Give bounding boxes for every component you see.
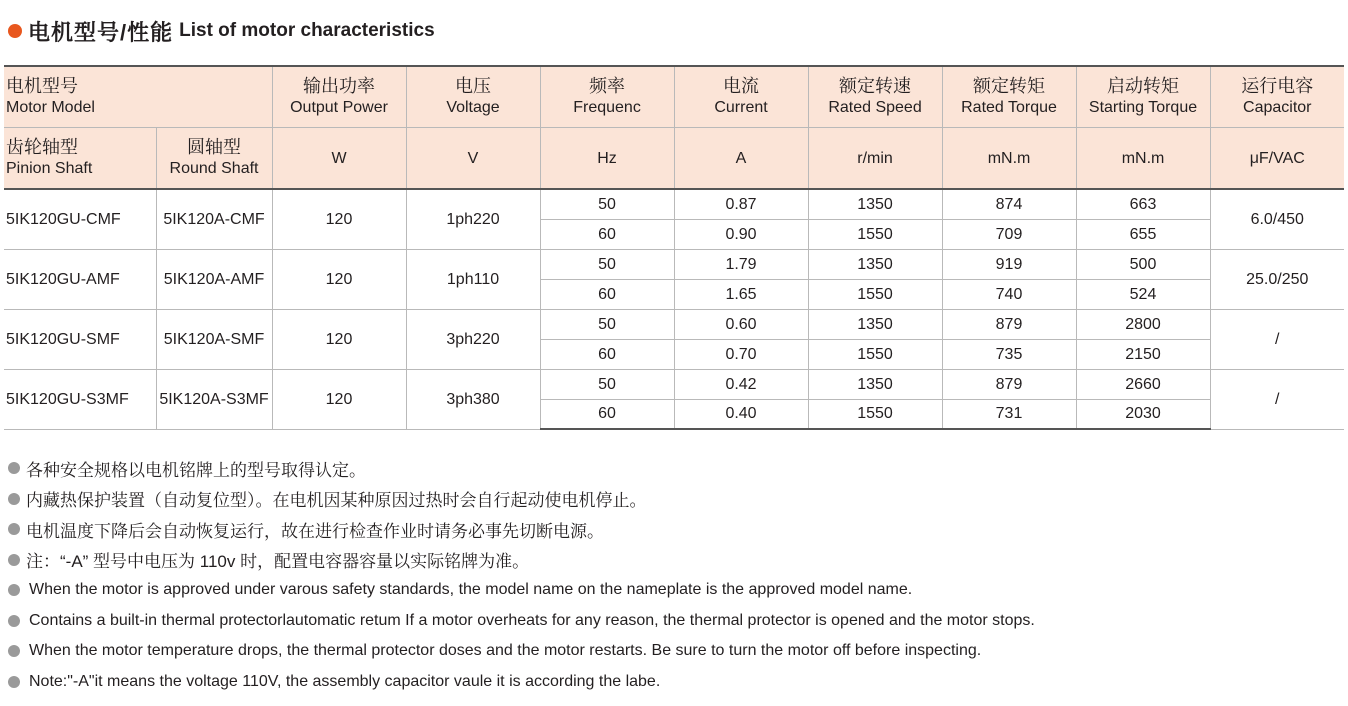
pinion-model: 5IK120GU-AMF — [4, 249, 156, 309]
rated-speed: 1350 — [808, 369, 942, 399]
bullet-icon — [8, 676, 20, 688]
bullet-icon — [8, 645, 20, 657]
unit-rated-speed: r/min — [808, 128, 942, 190]
bullet-icon — [8, 493, 20, 505]
note-item — [8, 606, 1338, 637]
frequency: 60 — [540, 339, 674, 369]
rated-torque: 709 — [942, 219, 1076, 249]
header-cn: 电压 — [455, 76, 492, 96]
header-en: Capacitor — [1243, 99, 1312, 116]
header-voltage — [406, 66, 540, 128]
unit-rated-torque: mN.m — [942, 128, 1076, 190]
rated-speed: 1550 — [808, 339, 942, 369]
note-text: Note:"-A"it means the voltage 110V, the assembly capacitor vaule it is according the labe. — [29, 672, 661, 690]
header-en: Output Power — [290, 99, 388, 116]
current: 0.60 — [674, 309, 808, 339]
note-text: Contains a built-in thermal protectorlautomatic retum If a motor overheats for any reason, the thermal protector is opened and the motor stops. — [29, 611, 1035, 629]
rated-speed: 1350 — [808, 249, 942, 279]
header-round-shaft-cn: 圆轴型 — [187, 137, 241, 157]
header-motor-model — [4, 66, 272, 128]
header-cn: 输出功率 — [303, 76, 376, 96]
note-item — [8, 453, 1338, 484]
header-en: Rated Torque — [961, 99, 1057, 116]
unit-starting-torque: mN.m — [1076, 128, 1210, 190]
frequency: 60 — [540, 399, 674, 429]
rated-torque: 879 — [942, 369, 1076, 399]
current: 1.79 — [674, 249, 808, 279]
header-pinion-shaft-cn: 齿轮轴型 — [6, 137, 78, 157]
starting-torque: 663 — [1076, 189, 1210, 219]
bullet-icon — [8, 584, 20, 596]
bullet-icon — [8, 554, 20, 566]
pinion-model: 5IK120GU-SMF — [4, 309, 156, 369]
rated-torque: 879 — [942, 309, 1076, 339]
round-model: 5IK120A-AMF — [156, 249, 272, 309]
note-text: 各种安全规格以电机铭牌上的型号取得认定。 — [26, 460, 366, 480]
capacitor: / — [1210, 369, 1344, 429]
title-en: List of motor characteristics — [179, 20, 435, 41]
header-en: Starting Torque — [1088, 99, 1198, 116]
title-cn: 电机型号/性能 — [28, 19, 174, 45]
header-pinion-shaft-en: Pinion Shaft — [6, 160, 93, 177]
note-text: When the motor temperature drops, the thermal protector doses and the motor restarts. Be sure to turn the motor off before inspecting. — [29, 642, 982, 660]
note-text: 注：“-A” 型号中电压为 110v 时，配置电容器容量以实际铭牌为准。 — [26, 552, 530, 572]
output-power: 120 — [272, 189, 406, 249]
note-item — [8, 636, 1338, 667]
unit-frequency: Hz — [540, 128, 674, 190]
frequency: 60 — [540, 219, 674, 249]
header-round-shaft — [156, 128, 272, 190]
output-power: 120 — [272, 249, 406, 309]
table-row — [4, 249, 1344, 279]
header-cn: 额定转矩 — [973, 76, 1046, 96]
bullet-icon — [8, 615, 20, 627]
header-en: Frequenc — [573, 99, 641, 116]
voltage: 1ph220 — [406, 189, 540, 249]
orange-dot-icon — [8, 24, 22, 38]
rated-torque: 874 — [942, 189, 1076, 219]
starting-torque: 2150 — [1076, 339, 1210, 369]
current: 0.87 — [674, 189, 808, 219]
header-round-shaft-en: Round Shaft — [169, 160, 259, 177]
current: 0.70 — [674, 339, 808, 369]
header-rated-torque — [942, 66, 1076, 128]
header-output-power — [272, 66, 406, 128]
unit-output-power: W — [272, 128, 406, 190]
note-text: 电机温度下降后会自动恢复运行，故在进行检查作业时请务必事先切断电源。 — [26, 521, 604, 541]
header-en: Voltage — [446, 99, 500, 116]
notes-list — [8, 453, 1338, 697]
header-motor-model-cn: 电机型号 — [6, 76, 78, 96]
section-title — [8, 14, 435, 48]
round-model: 5IK120A-S3MF — [156, 369, 272, 429]
capacitor: 6.0/450 — [1210, 189, 1344, 249]
note-item — [8, 514, 1338, 545]
bullet-icon — [8, 523, 20, 535]
unit-capacitor: μF/VAC — [1210, 128, 1344, 190]
rated-speed: 1350 — [808, 309, 942, 339]
round-model: 5IK120A-CMF — [156, 189, 272, 249]
unit-current: A — [674, 128, 808, 190]
table-row — [4, 369, 1344, 399]
header-capacitor — [1210, 66, 1344, 128]
header-cn: 额定转速 — [839, 76, 912, 96]
starting-torque: 2030 — [1076, 399, 1210, 429]
frequency: 50 — [540, 249, 674, 279]
frequency: 60 — [540, 279, 674, 309]
header-motor-model-en: Motor Model — [6, 99, 95, 116]
header-en: Rated Speed — [828, 99, 922, 116]
frequency: 50 — [540, 369, 674, 399]
starting-torque: 2660 — [1076, 369, 1210, 399]
header-cn: 启动转矩 — [1107, 76, 1180, 96]
rated-speed: 1550 — [808, 279, 942, 309]
header-en: Current — [714, 99, 768, 116]
voltage: 1ph110 — [406, 249, 540, 309]
header-cn: 运行电容 — [1241, 76, 1314, 96]
round-model: 5IK120A-SMF — [156, 309, 272, 369]
header-frequency — [540, 66, 674, 128]
header-starting-torque — [1076, 66, 1210, 128]
rated-torque: 919 — [942, 249, 1076, 279]
rated-speed: 1550 — [808, 219, 942, 249]
note-item — [8, 545, 1338, 576]
starting-torque: 655 — [1076, 219, 1210, 249]
pinion-model: 5IK120GU-CMF — [4, 189, 156, 249]
rated-speed: 1550 — [808, 399, 942, 429]
capacitor: 25.0/250 — [1210, 249, 1344, 309]
voltage: 3ph380 — [406, 369, 540, 429]
current: 0.42 — [674, 369, 808, 399]
header-pinion-shaft — [4, 128, 156, 190]
motor-characteristics-table — [4, 65, 1344, 430]
frequency: 50 — [540, 189, 674, 219]
pinion-model: 5IK120GU-S3MF — [4, 369, 156, 429]
starting-torque: 2800 — [1076, 309, 1210, 339]
frequency: 50 — [540, 309, 674, 339]
current: 0.40 — [674, 399, 808, 429]
header-current — [674, 66, 808, 128]
table-row — [4, 189, 1344, 219]
rated-torque: 740 — [942, 279, 1076, 309]
note-item — [8, 667, 1338, 698]
header-rated-speed — [808, 66, 942, 128]
note-text: 内藏热保护装置（自动复位型）。在电机因某种原因过热时会自行起动使电机停止。 — [26, 491, 647, 511]
rated-torque: 731 — [942, 399, 1076, 429]
voltage: 3ph220 — [406, 309, 540, 369]
note-item — [8, 575, 1338, 606]
note-item — [8, 484, 1338, 515]
rated-speed: 1350 — [808, 189, 942, 219]
header-cn: 频率 — [589, 76, 626, 96]
output-power: 120 — [272, 369, 406, 429]
unit-voltage: V — [406, 128, 540, 190]
header-cn: 电流 — [723, 76, 760, 96]
current: 0.90 — [674, 219, 808, 249]
capacitor: / — [1210, 309, 1344, 369]
starting-torque: 500 — [1076, 249, 1210, 279]
rated-torque: 735 — [942, 339, 1076, 369]
bullet-icon — [8, 462, 20, 474]
table-row — [4, 309, 1344, 339]
starting-torque: 524 — [1076, 279, 1210, 309]
current: 1.65 — [674, 279, 808, 309]
note-text: When the motor is approved under varous safety standards, the model name on the nameplate is the approved model name. — [29, 581, 913, 599]
output-power: 120 — [272, 309, 406, 369]
